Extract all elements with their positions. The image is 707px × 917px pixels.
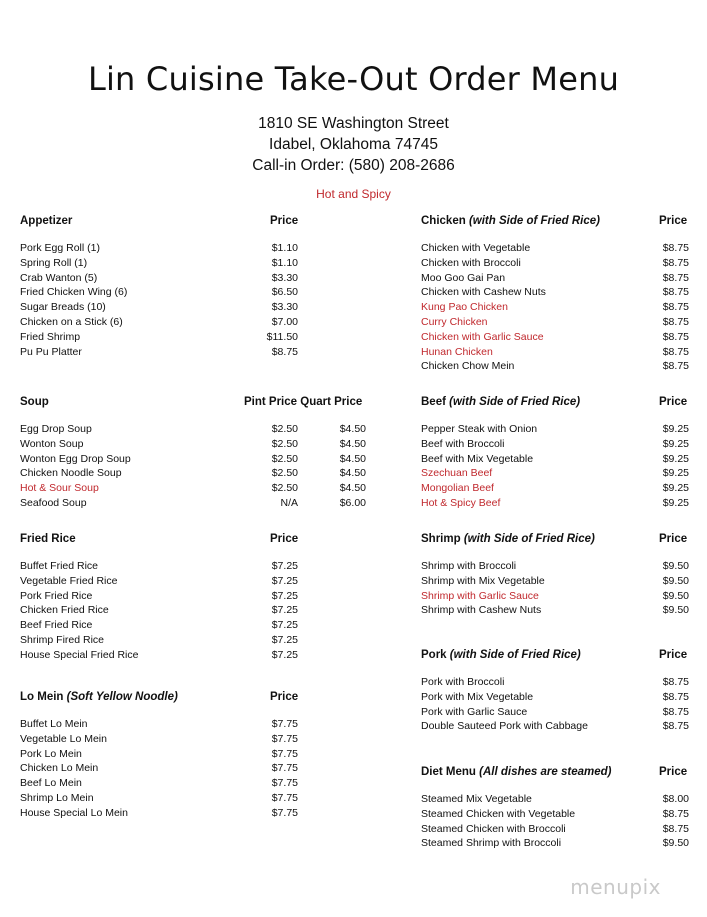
- menu-item: [20, 747, 320, 762]
- menu-item: [421, 256, 691, 271]
- menu-item: [421, 822, 691, 837]
- item-quart-price: $4.50: [339, 482, 366, 495]
- price-header: Price: [659, 396, 688, 408]
- section-title: Diet Menu: [421, 766, 476, 778]
- item-price: $9.25: [662, 423, 689, 435]
- item-name: Beef Lo Mein: [20, 777, 82, 790]
- item-pint-price: $2.50: [271, 437, 298, 450]
- price-header: Price: [659, 766, 688, 778]
- item-price: $7.25: [271, 648, 298, 661]
- menu-item: [421, 452, 691, 467]
- menu-item: [20, 618, 320, 633]
- item-price: $7.75: [271, 732, 298, 745]
- item-price: $3.30: [271, 301, 298, 314]
- menu-item: [421, 792, 691, 807]
- item-name: Fried Chicken Wing (6): [20, 286, 128, 299]
- item-price: $7.75: [271, 718, 298, 730]
- menu-item: [421, 422, 691, 437]
- section-chicken: [421, 215, 691, 374]
- menu-item: [421, 690, 691, 705]
- item-price: $9.50: [662, 574, 689, 587]
- item-name: Steamed Chicken with Broccoli: [421, 822, 566, 835]
- menu-item: [421, 241, 691, 256]
- section-title: Shrimp: [421, 533, 461, 545]
- menu-item: [20, 806, 320, 821]
- item-pint-price: $2.50: [271, 452, 298, 465]
- item-name: Beef with Mix Vegetable: [421, 452, 534, 465]
- section-title: Chicken: [421, 215, 466, 227]
- item-price: $9.25: [662, 467, 689, 480]
- menu-item: [20, 466, 380, 481]
- item-name: Chicken with Cashew Nuts: [421, 286, 546, 299]
- item-name: Mongolian Beef: [421, 482, 494, 495]
- price-header: Price: [659, 215, 688, 227]
- menu-item: [421, 574, 691, 589]
- item-name: Beef Fried Rice: [20, 619, 93, 632]
- item-name: Kung Pao Chicken: [421, 301, 508, 314]
- section-shrimp: [421, 533, 691, 618]
- menu-item: [421, 807, 691, 822]
- item-price: $1.10: [271, 256, 298, 269]
- section-title: Soup: [20, 396, 49, 408]
- menu-item: [20, 648, 320, 663]
- menu-item: [421, 496, 691, 511]
- menu-item: [421, 285, 691, 300]
- item-price: $9.25: [662, 496, 689, 509]
- menu-item: [421, 719, 691, 734]
- menu-item: [20, 315, 320, 330]
- item-name: Buffet Fried Rice: [20, 560, 99, 572]
- item-name: Chicken with Garlic Sauce: [421, 330, 544, 343]
- item-price: $8.75: [662, 360, 689, 373]
- item-name: Chicken Chow Mein: [421, 360, 515, 373]
- section-title: Fried Rice: [20, 533, 76, 545]
- item-price: $7.75: [271, 806, 298, 819]
- item-price: $7.25: [271, 560, 298, 572]
- section-subtitle: (Soft Yellow Noodle): [66, 691, 178, 703]
- item-name: House Special Fried Rice: [20, 648, 139, 661]
- item-name: Double Sauteed Pork with Cabbage: [421, 720, 588, 733]
- item-price: $1.10: [271, 242, 298, 254]
- item-price: $7.25: [271, 589, 298, 602]
- item-name: Chicken with Broccoli: [421, 256, 521, 269]
- item-price: $9.50: [662, 589, 689, 602]
- item-quart-price: $6.00: [339, 496, 366, 509]
- item-name: Vegetable Lo Mein: [20, 732, 107, 745]
- item-price: $7.25: [271, 619, 298, 632]
- menu-item: [20, 437, 380, 452]
- address-street: 1810 SE Washington Street: [258, 115, 449, 132]
- item-price: $7.75: [271, 777, 298, 790]
- section-subtitle: (with Side of Fried Rice): [463, 533, 595, 545]
- item-quart-price: $4.50: [339, 423, 366, 435]
- item-price: $9.50: [662, 837, 689, 850]
- item-price: $8.75: [271, 345, 298, 358]
- section-diet-menu: [421, 766, 691, 851]
- item-name: Wonton Soup: [20, 437, 84, 450]
- menu-item: [421, 603, 691, 618]
- section-appetizer: [20, 215, 320, 359]
- item-price: $8.75: [662, 676, 689, 688]
- item-name: Steamed Shrimp with Broccoli: [421, 837, 562, 850]
- spicy-legend: Hot and Spicy: [316, 187, 391, 201]
- page-title: Lin Cuisine Take-Out Order Menu: [87, 60, 620, 98]
- menu-item: [20, 330, 320, 345]
- item-price: $9.50: [662, 604, 689, 617]
- item-name: Chicken Noodle Soup: [20, 467, 122, 480]
- section-fried-rice: [20, 533, 320, 663]
- menu-item: [421, 589, 691, 604]
- item-name: Moo Goo Gai Pan: [421, 271, 506, 284]
- item-price: $8.75: [662, 271, 689, 284]
- item-price: $8.75: [662, 720, 689, 733]
- item-quart-price: $4.50: [339, 452, 366, 465]
- section-beef: [421, 396, 691, 511]
- item-name: Chicken Lo Mein: [20, 762, 99, 775]
- item-name: Shrimp with Cashew Nuts: [421, 604, 542, 617]
- section-lo-mein: [20, 691, 320, 821]
- price-header: Price: [659, 533, 688, 545]
- item-price: $8.75: [662, 256, 689, 269]
- item-price: $8.75: [662, 330, 689, 343]
- section-subtitle: (with Side of Fried Rice): [449, 396, 581, 408]
- item-name: Beef with Broccoli: [421, 437, 505, 450]
- phone-line: Call-in Order: (580) 208-2686: [252, 157, 455, 174]
- item-name: Pork Egg Roll (1): [20, 242, 100, 254]
- menu-item: [20, 452, 380, 467]
- menu-item: [20, 603, 320, 618]
- menu-item: [20, 285, 320, 300]
- item-pint-price: $2.50: [271, 467, 298, 480]
- item-name: House Special Lo Mein: [20, 806, 128, 819]
- item-name: Buffet Lo Mein: [20, 718, 88, 730]
- price-header: Price: [270, 533, 299, 545]
- section-title: Lo Mein: [20, 691, 64, 703]
- item-price: $7.75: [271, 762, 298, 775]
- item-price: $8.75: [662, 705, 689, 718]
- item-name: Vegetable Fried Rice: [20, 574, 118, 587]
- item-name: Egg Drop Soup: [20, 423, 92, 435]
- menu-item: [20, 241, 320, 256]
- menu-item: [421, 315, 691, 330]
- item-price: $3.30: [271, 271, 298, 284]
- menu-item: [20, 761, 320, 776]
- item-name: Hot & Sour Soup: [20, 482, 99, 495]
- menu-item: [421, 705, 691, 720]
- section-soup: [20, 396, 380, 511]
- item-name: Spring Roll (1): [20, 256, 88, 269]
- watermark-logo: menupix: [570, 875, 661, 899]
- item-name: Pork with Mix Vegetable: [421, 690, 534, 703]
- item-price: $7.00: [271, 315, 298, 328]
- menu-item: [20, 481, 380, 496]
- menu-item: [421, 836, 691, 851]
- menu-item: [421, 271, 691, 286]
- menu-item: [20, 496, 380, 511]
- section-subtitle: (with Side of Fried Rice): [468, 215, 600, 227]
- section-title: Appetizer: [20, 215, 73, 227]
- item-name: Pepper Steak with Onion: [421, 423, 538, 435]
- item-name: Chicken on a Stick (6): [20, 315, 123, 328]
- item-price: $9.50: [662, 560, 689, 572]
- menu-item: [20, 589, 320, 604]
- menu-item: [421, 359, 691, 374]
- item-price: $7.25: [271, 574, 298, 587]
- menu-item: [20, 791, 320, 806]
- item-name: Chicken Fried Rice: [20, 604, 109, 617]
- item-pint-price: N/A: [280, 496, 298, 509]
- item-name: Fried Shrimp: [20, 330, 81, 343]
- item-name: Steamed Chicken with Vegetable: [421, 807, 576, 820]
- item-price: $9.25: [662, 437, 689, 450]
- menu-item: [20, 574, 320, 589]
- item-price: $7.25: [271, 604, 298, 617]
- menu-item: [20, 300, 320, 315]
- item-pint-price: $2.50: [271, 482, 298, 495]
- item-price: $8.75: [662, 286, 689, 299]
- item-name: Pork Fried Rice: [20, 589, 93, 602]
- menu-item: [20, 776, 320, 791]
- item-name: Pu Pu Platter: [20, 345, 82, 358]
- item-name: Curry Chicken: [421, 315, 488, 328]
- address-city: Idabel, Oklahoma 74745: [269, 136, 438, 153]
- item-price: $8.75: [662, 315, 689, 328]
- item-name: Pork with Garlic Sauce: [421, 705, 528, 718]
- menu-item: [20, 633, 320, 648]
- menu-item: [421, 345, 691, 360]
- item-pint-price: $2.50: [271, 423, 298, 435]
- price-header: Price: [659, 649, 688, 661]
- item-name: Shrimp with Garlic Sauce: [421, 589, 539, 602]
- menu-item: [421, 437, 691, 452]
- item-price: $8.75: [662, 822, 689, 835]
- item-name: Shrimp Fired Rice: [20, 633, 105, 646]
- item-price: $8.75: [662, 690, 689, 703]
- menu-item: [421, 559, 691, 574]
- item-name: Shrimp with Mix Vegetable: [421, 574, 545, 587]
- item-price: $8.75: [662, 242, 689, 254]
- item-price: $9.25: [662, 482, 689, 495]
- item-name: Szechuan Beef: [421, 467, 493, 480]
- item-name: Crab Wanton (5): [20, 271, 98, 284]
- item-quart-price: $4.50: [339, 467, 366, 480]
- item-price: $6.50: [271, 286, 298, 299]
- item-price: $7.75: [271, 791, 298, 804]
- menu-item: [421, 330, 691, 345]
- menu-item: [421, 481, 691, 496]
- pint-price-header: Pint Price Quart Price: [244, 396, 363, 408]
- menu-item: [421, 675, 691, 690]
- menu-item: [20, 422, 380, 437]
- item-name: Pork with Broccoli: [421, 676, 505, 688]
- menu-item: [20, 732, 320, 747]
- item-price: $8.75: [662, 345, 689, 358]
- item-price: $7.75: [271, 747, 298, 760]
- menu-item: [20, 256, 320, 271]
- item-price: $8.75: [662, 301, 689, 314]
- item-price: $9.25: [662, 452, 689, 465]
- section-subtitle: (All dishes are steamed): [479, 766, 612, 778]
- item-name: Wonton Egg Drop Soup: [20, 452, 131, 465]
- menu-item: [20, 559, 320, 574]
- item-price: $7.25: [271, 633, 298, 646]
- item-name: Shrimp Lo Mein: [20, 791, 94, 804]
- section-pork: [421, 649, 691, 734]
- item-name: Hot & Spicy Beef: [421, 496, 501, 509]
- item-price: $8.00: [662, 793, 689, 805]
- item-price: $8.75: [662, 807, 689, 820]
- price-header: Price: [270, 691, 299, 703]
- menu-item: [421, 300, 691, 315]
- item-name: Shrimp with Broccoli: [421, 560, 517, 572]
- section-title: Pork: [421, 649, 447, 661]
- item-name: Hunan Chicken: [421, 345, 493, 358]
- price-header: Price: [270, 215, 299, 227]
- item-price: $11.50: [266, 330, 298, 343]
- menu-item: [20, 717, 320, 732]
- section-title: Beef: [421, 396, 446, 408]
- item-name: Chicken with Vegetable: [421, 242, 531, 254]
- section-subtitle: (with Side of Fried Rice): [449, 649, 581, 661]
- menu-item: [20, 271, 320, 286]
- item-name: Sugar Breads (10): [20, 301, 106, 314]
- item-quart-price: $4.50: [339, 437, 366, 450]
- menu-item: [421, 466, 691, 481]
- item-name: Seafood Soup: [20, 496, 87, 509]
- menu-item: [20, 345, 320, 360]
- item-name: Steamed Mix Vegetable: [421, 793, 532, 805]
- item-name: Pork Lo Mein: [20, 747, 82, 760]
